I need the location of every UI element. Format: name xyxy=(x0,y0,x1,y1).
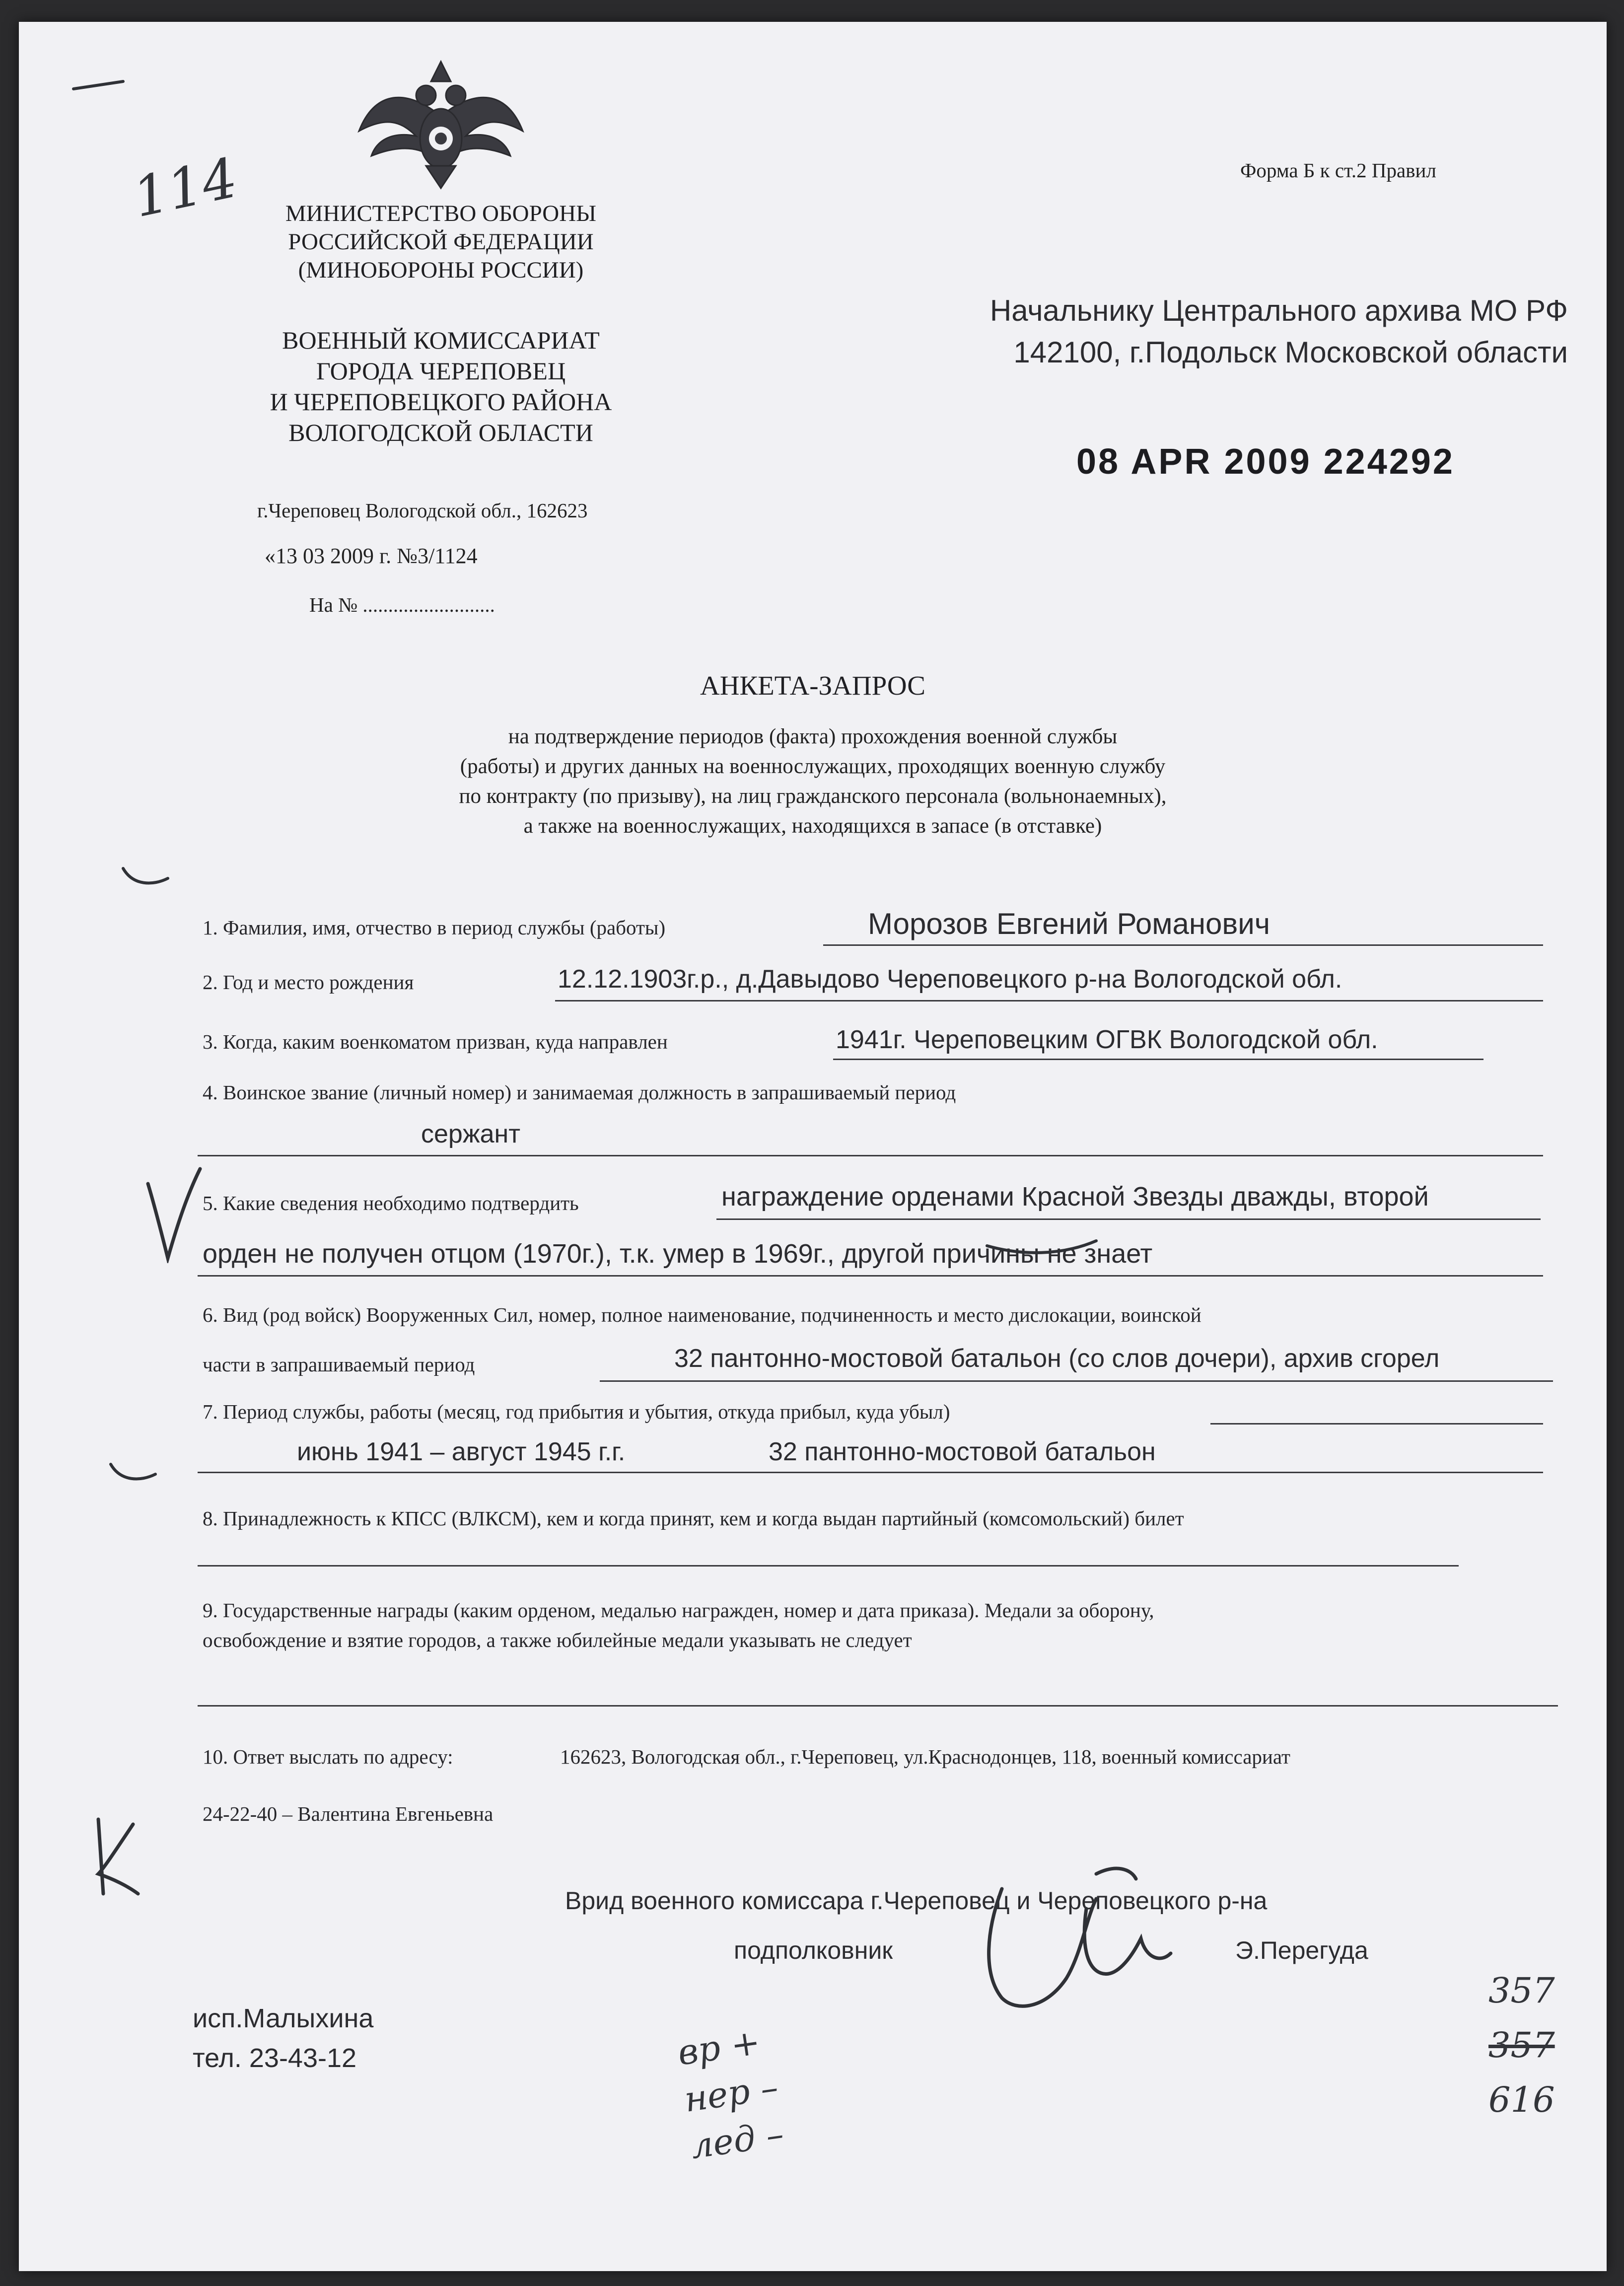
commissariat-block xyxy=(227,325,654,448)
handwritten-dash-top xyxy=(69,76,128,96)
handwritten-notes-right xyxy=(1488,1963,1555,2127)
form-subtitle xyxy=(19,722,1607,841)
handwritten-notes-center xyxy=(675,2017,787,2170)
handwritten-note-1: вр + xyxy=(675,2021,763,2073)
executor-name: исп.Малыхина xyxy=(193,2003,374,2033)
ministry-line-2: РОССИЙСКОЙ ФЕДЕРАЦИИ xyxy=(288,229,594,255)
field-7-underline-1 xyxy=(1210,1423,1543,1425)
field-6-value: 32 пантонно-мостовой батальон (со слов дочери), архив сгорел xyxy=(674,1344,1440,1373)
subtitle-line-1: на подтверждение периодов (факта) прохождения военной службы xyxy=(508,725,1118,748)
field-6-label-2: части в запрашиваемый период xyxy=(203,1353,475,1376)
field-3-label: 3. Когда, каким военкоматом призван, куда направлен xyxy=(203,1030,668,1053)
field-8-underline xyxy=(198,1565,1459,1567)
field-4-value: сержант xyxy=(421,1120,521,1148)
commissariat-line-2: ГОРОДА ЧЕРЕПОВЕЦ xyxy=(316,357,566,385)
form-reference: Форма Б к ст.2 Правил xyxy=(1240,159,1436,182)
field-2-label: 2. Год и место рождения xyxy=(203,971,414,994)
field-8-label: 8. Принадлежность к КПСС (ВЛКСМ), кем и когда принят, кем и когда выдан партийный (комсомольский) билет xyxy=(203,1507,1184,1530)
field-1-label: 1. Фамилия, имя, отчество в период службы (работы) xyxy=(203,916,666,939)
handwritten-tick-2 xyxy=(106,1457,160,1487)
field-10-value: 162623, Вологодская обл., г.Череповец, ул.Краснодонцев, 118, военный комиссариат xyxy=(560,1745,1290,1768)
commissariat-line-3: И ЧЕРЕПОВЕЦКОГО РАЙОНА xyxy=(270,388,612,416)
field-7-value-unit: 32 пантонно-мостовой батальон xyxy=(769,1437,1156,1466)
recipient-block xyxy=(863,290,1568,373)
field-1-value: Морозов Евгений Романович xyxy=(868,907,1271,940)
field-6-underline xyxy=(600,1380,1553,1382)
handwritten-checkmark xyxy=(141,1164,205,1263)
subtitle-line-3: по контракту (по призыву), на лиц гражданского персонала (вольнонаемных), xyxy=(459,785,1167,808)
handwritten-underline-swash xyxy=(982,1233,1101,1258)
handwritten-note-3: лед – xyxy=(688,2113,786,2167)
field-3-value: 1941г. Череповецким ОГВК Вологодской обл. xyxy=(836,1025,1378,1054)
commissariat-line-4: ВОЛОГОДСКОЙ ОБЛАСТИ xyxy=(288,419,593,446)
signature-scribble xyxy=(972,1859,1181,2023)
sender-address: г.Череповец Вологодской обл., 162623 xyxy=(257,499,588,522)
handwritten-note-2: нер – xyxy=(682,2067,781,2120)
signatory-rank: подполковник xyxy=(734,1936,893,1964)
field-2-underline xyxy=(555,1000,1543,1001)
field-10-phone: 24-22-40 – Валентина Евгеньевна xyxy=(203,1802,494,1825)
document-page xyxy=(19,22,1607,2271)
field-5-value-1: награждение орденами Красной Звезды дважды, второй xyxy=(721,1182,1429,1212)
field-5-underline-1 xyxy=(716,1218,1541,1220)
field-4-underline xyxy=(198,1155,1543,1156)
field-7-underline-2 xyxy=(198,1472,1543,1473)
field-4-label: 4. Воинское звание (личный номер) и занимаемая должность в запрашиваемый период xyxy=(203,1081,956,1104)
handwritten-number-1: 357 xyxy=(1488,1970,1555,2011)
field-6-label-1: 6. Вид (род войск) Вооруженных Сил, номер, полное наименование, подчиненность и место дислокации, воинской xyxy=(203,1303,1201,1326)
field-9-label-1: 9. Государственные награды (каким орденом, медалью награжден, номер и дата приказа). Медали за оборону, xyxy=(203,1599,1154,1622)
outgoing-date-number: «13 03 2009 г. №3/1124 xyxy=(265,544,478,568)
field-10-label: 10. Ответ выслать по адресу: xyxy=(203,1745,453,1768)
subtitle-line-4: а также на военнослужащих, находящихся в запасе (в отставке) xyxy=(523,814,1102,838)
field-5-underline-2 xyxy=(198,1275,1543,1277)
recipient-line-2: 142100, г.Подольск Московской области xyxy=(1013,336,1568,369)
signatory-name: Э.Перегуда xyxy=(1235,1936,1368,1964)
handwritten-number-3: 616 xyxy=(1488,2079,1555,2120)
subtitle-line-2: (работы) и других данных на военнослужащих, проходящих военную службу xyxy=(460,755,1166,778)
eagle-emblem-icon xyxy=(356,57,525,191)
field-7-label: 7. Период службы, работы (месяц, год прибытия и убытия, откуда прибыл, куда убыл) xyxy=(203,1400,950,1423)
field-7-value-period: июнь 1941 – август 1945 г.г. xyxy=(297,1437,626,1466)
field-9-label-2: освобождение и взятие городов, а также юбилейные медали указывать не следует xyxy=(203,1629,912,1651)
handwritten-mark-top-left: 114 xyxy=(127,145,243,230)
field-1-underline xyxy=(823,944,1543,946)
field-2-value: 12.12.1903г.р., д.Давыдово Череповецкого р-на Вологодской обл. xyxy=(558,965,1342,994)
executor-phone: тел. 23-43-12 xyxy=(193,2043,357,2073)
field-5-label: 5. Какие сведения необходимо подтвердить xyxy=(203,1192,579,1214)
field-5-value-2: орден не получен отцом (1970г.), т.к. умер в 1969г., другой причины не знает xyxy=(203,1239,1153,1269)
recipient-line-1: Начальнику Центрального архива МО РФ xyxy=(989,294,1568,327)
handwritten-k-mark xyxy=(83,1814,143,1899)
commissariat-line-1: ВОЕННЫЙ КОМИССАРИАТ xyxy=(282,326,600,354)
handwritten-tick-1 xyxy=(118,861,173,891)
ministry-block xyxy=(237,200,644,285)
incoming-ref: На № .......................... xyxy=(309,593,495,616)
form-title: АНКЕТА-ЗАПРОС xyxy=(700,670,925,701)
handwritten-number-2: 357 xyxy=(1488,2025,1555,2066)
ministry-line-1: МИНИСТЕРСТВО ОБОРОНЫ xyxy=(285,201,597,226)
field-3-underline xyxy=(833,1059,1483,1060)
field-9-underline xyxy=(198,1705,1558,1707)
ministry-line-3: (МИНОБОРОНЫ РОССИИ) xyxy=(298,257,584,283)
registration-stamp: 08 APR 2009 224292 xyxy=(1076,442,1455,482)
signatory-position: Врид военного комиссара г.Череповец и Череповецкого р-на xyxy=(565,1887,1268,1915)
